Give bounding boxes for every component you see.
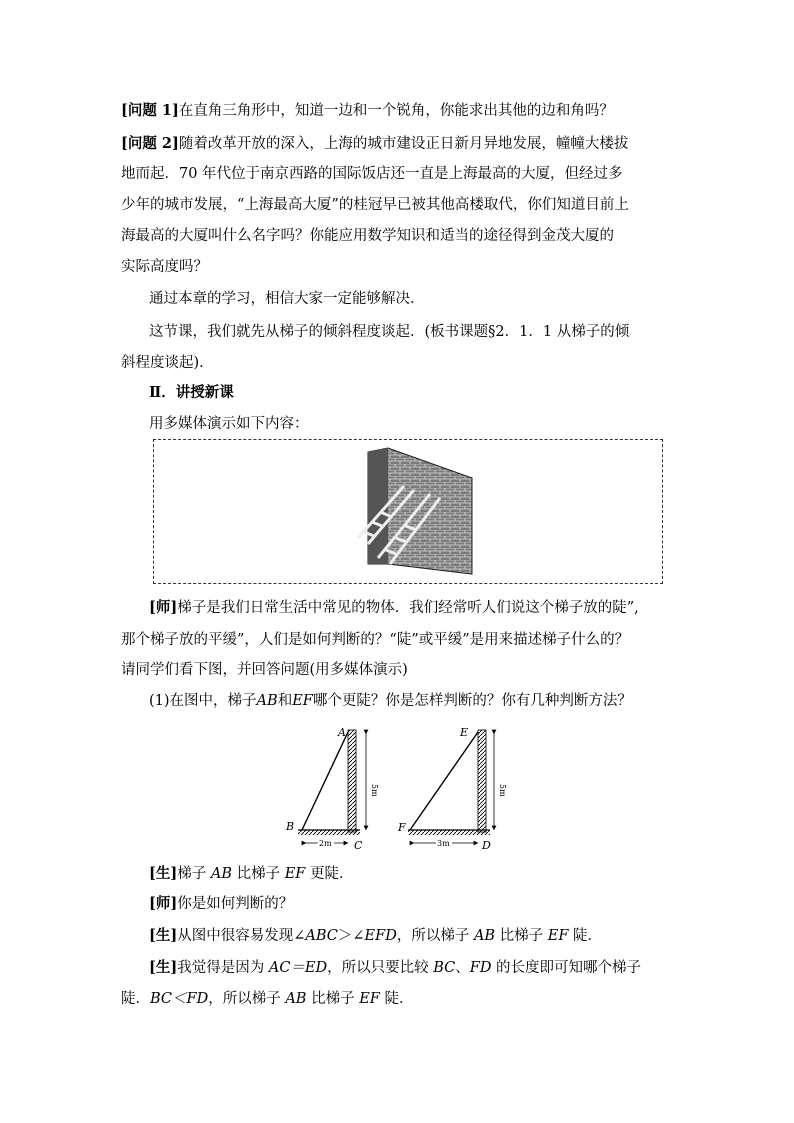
- section-heading: Ⅱ．讲授新课: [149, 384, 234, 401]
- s2-gt: ＞∠: [337, 928, 365, 944]
- student-tag-3: [生]: [149, 959, 178, 976]
- label-A: A: [338, 726, 346, 739]
- student-answer-3-line-1: [149, 958, 641, 978]
- paragraph-2-line-1: 这节课，我们就先从梯子的倾斜程度谈起．(板书课题§2．1．1 从梯子的倾: [149, 324, 630, 340]
- teacher-text-2: 你是如何判断的？: [177, 896, 294, 912]
- s3-l2-pre: 陡．: [121, 991, 150, 1007]
- student-tag-1: [生]: [149, 865, 178, 882]
- media-intro: 用多媒体演示如下内容：: [149, 416, 309, 432]
- teacher-line-1: [149, 598, 639, 618]
- right-height: 5m: [498, 784, 507, 797]
- paragraph-1: 通过本章的学习，相信大家一定能够解决．: [149, 291, 425, 307]
- q-ab: AB: [256, 693, 278, 709]
- s2-d: EF: [547, 928, 569, 944]
- teacher-tag: [师]: [149, 599, 178, 616]
- student-answer-3-line-2: [121, 989, 413, 1009]
- s1-pre: 梯子: [177, 866, 211, 882]
- question-2-line-1: [121, 134, 628, 154]
- label-E: E: [460, 726, 469, 739]
- s1-a: AB: [210, 866, 232, 882]
- s2-b: EFD: [364, 928, 397, 944]
- s3-l2-mid: ，所以梯子: [208, 991, 286, 1007]
- teacher-tag-2: [师]: [149, 895, 178, 912]
- s1-mid: 比梯子: [231, 866, 285, 882]
- s3-pre: 我觉得是因为: [177, 960, 269, 976]
- s2-pre: 从图中很容易发现∠: [177, 928, 306, 944]
- student-answer-1: [149, 864, 353, 884]
- question-ladder: [149, 691, 632, 711]
- s3-l2-post: 陡．: [379, 991, 414, 1007]
- s2-post: 陡．: [568, 928, 603, 944]
- teacher-question-2: [149, 894, 293, 914]
- left-base: 2m: [319, 839, 332, 848]
- s3-ab: AB: [285, 991, 307, 1007]
- label-D: D: [482, 839, 491, 852]
- s2-a: ABC: [305, 928, 338, 944]
- s3-l2-mid2: 比梯子: [306, 991, 360, 1007]
- ladder-wall-illustration: [350, 446, 480, 576]
- s3-bc: BC: [433, 960, 456, 976]
- question-1: [121, 101, 614, 121]
- question-1-text: 在直角三角形中，知道一边和一个锐角，你能求出其他的边和角吗？: [178, 103, 614, 119]
- question-2-text-1: 随着改革开放的深入，上海的城市建设正日新月异地发展，幢幢大楼拔: [178, 136, 629, 152]
- s3-post: 的长度即可知哪个梯子: [491, 960, 642, 976]
- student-tag-2: [生]: [149, 927, 178, 944]
- s3-fd: FD: [469, 960, 492, 976]
- label-F: F: [398, 821, 406, 834]
- question-2-line-4: 海最高的大厦叫什么名字吗？你能应用数学知识和适当的途径得到金茂大厦的: [121, 228, 614, 244]
- left-diagram: [285, 726, 379, 852]
- s2-c: AB: [473, 928, 496, 944]
- s3-mid: ，所以只要比较: [327, 960, 434, 976]
- right-diagram: [397, 726, 507, 852]
- teacher-line-2: 那个梯子放的平缓”，人们是如何判断的？“陡”或平缓”是用来描述梯子什么的？: [121, 632, 630, 648]
- s3-ef: EF: [359, 991, 380, 1007]
- student-answer-2: [149, 926, 602, 946]
- s3-sep: 、: [455, 960, 470, 976]
- s1-post: 更陡．: [305, 866, 354, 882]
- ladder-figure: [280, 720, 520, 855]
- teacher-line-3: 请同学们看下图，并回答问题(用多媒体演示): [121, 662, 408, 678]
- q-ef: EF: [292, 693, 313, 709]
- q-post: 哪个更陡？你是怎样判断的？你有几种判断方法？: [312, 693, 632, 709]
- question-2-tag: [问题 2]: [121, 135, 179, 152]
- label-C: C: [354, 839, 363, 852]
- question-2-line-3: 少年的城市发展，“上海最高大厦”的桂冠早已被其他高楼取代，你们知道目前上: [121, 197, 629, 213]
- paragraph-2-line-2: 斜程度谈起)．: [121, 355, 214, 371]
- s3-cmp: BC＜FD: [150, 991, 209, 1007]
- s2-mid: ，所以梯子: [396, 928, 474, 944]
- teacher-text-1: 梯子是我们日常生活中常见的物体．我们经常听人们说这个梯子放的陡”,: [177, 600, 639, 616]
- left-height: 5m: [370, 784, 379, 797]
- s1-b: EF: [284, 866, 306, 882]
- question-2-line-2: 地而起．70 年代位于南京西路的国际饭店还一直是上海最高的大厦，但经过多: [121, 166, 623, 182]
- question-1-tag: [问题 1]: [121, 102, 179, 119]
- right-base: 3m: [437, 839, 450, 848]
- q-mid: 和: [277, 693, 293, 709]
- s2-mid2: 比梯子: [495, 928, 548, 944]
- label-B: B: [286, 820, 295, 833]
- s3-eq: AC＝ED: [268, 960, 328, 976]
- q-pre: (1)在图中，梯子: [149, 693, 257, 709]
- question-2-line-5: 实际高度吗？: [121, 259, 208, 275]
